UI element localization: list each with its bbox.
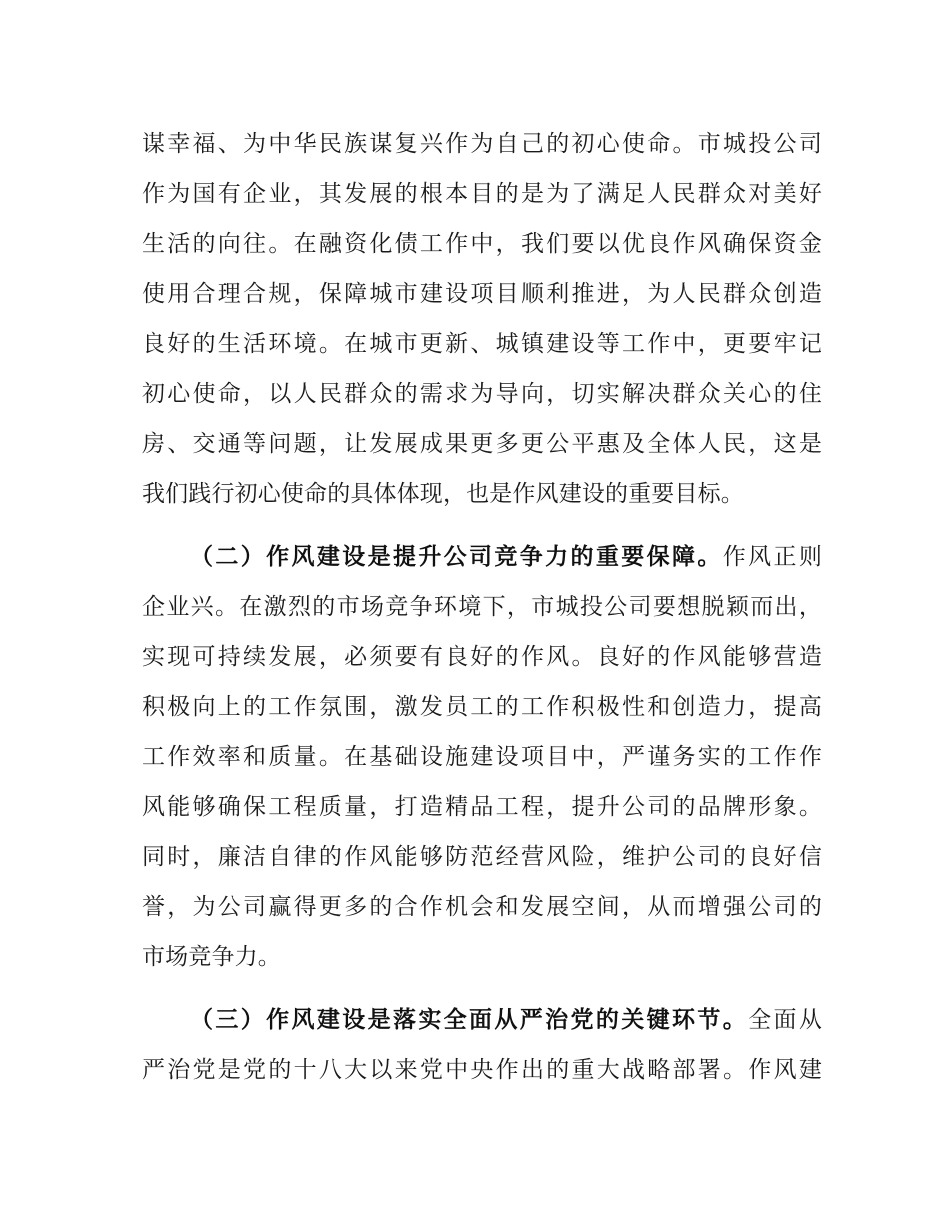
para1-line-5: 良好的生活环境。在城市更新、城镇建设等工作中，更要牢记 <box>142 331 822 357</box>
para2-line-1 <box>190 537 822 577</box>
para2-line-4: 积极向上的工作氛围，激发员工的工作积极性和创造力，提高 <box>142 694 822 720</box>
para1-line-6: 初心使命，以人民群众的需求为导向，切实解决群众关心的住 <box>142 381 822 407</box>
para2-line-9: 市场竞争力。 <box>142 944 281 970</box>
para2-first-line-rest: 作风正则 <box>722 544 822 570</box>
para1-line-4: 使用合理合规，保障城市建设项目顺利推进，为人民群众创造 <box>142 281 822 307</box>
para1-line-8: 我们践行初心使命的具体体现，也是作风建设的重要目标。 <box>142 481 744 507</box>
para3-line-2: 严治党是党的十八大以来党中央作出的重大战略部署。作风建 <box>142 1057 822 1083</box>
para3-line-1 <box>190 1000 822 1040</box>
para1-line-7: 房、交通等问题，让发展成果更多更公平惠及全体人民，这是 <box>142 431 822 457</box>
para1-line-3: 生活的向往。在融资化债工作中，我们要以优良作风确保资金 <box>142 231 822 257</box>
para2-heading: （二）作风建设是提升公司竞争力的重要保障。 <box>190 544 723 570</box>
para2-line-3: 实现可持续发展，必须要有良好的作风。良好的作风能够营造 <box>142 644 822 670</box>
para3-first-line-rest: 全面从 <box>748 1007 822 1033</box>
para1-line-1: 谋幸福、为中华民族谋复兴作为自己的初心使命。市城投公司 <box>142 131 822 157</box>
para3-heading: （三）作风建设是落实全面从严治党的关键环节。 <box>190 1007 749 1033</box>
para2-line-6: 风能够确保工程质量，打造精品工程，提升公司的品牌形象。 <box>142 794 822 820</box>
para2-line-2: 企业兴。在激烈的市场竞争环境下，市城投公司要想脱颖而出， <box>142 594 822 620</box>
para2-line-8: 誉，为公司赢得更多的合作机会和发展空间，从而增强公司的 <box>142 894 822 920</box>
para1-line-2: 作为国有企业，其发展的根本目的是为了满足人民群众对美好 <box>142 181 822 207</box>
para2-line-7: 同时，廉洁自律的作风能够防范经营风险，维护公司的良好信 <box>142 844 822 870</box>
para2-line-5: 工作效率和质量。在基础设施建设项目中，严谨务实的工作作 <box>142 744 822 770</box>
